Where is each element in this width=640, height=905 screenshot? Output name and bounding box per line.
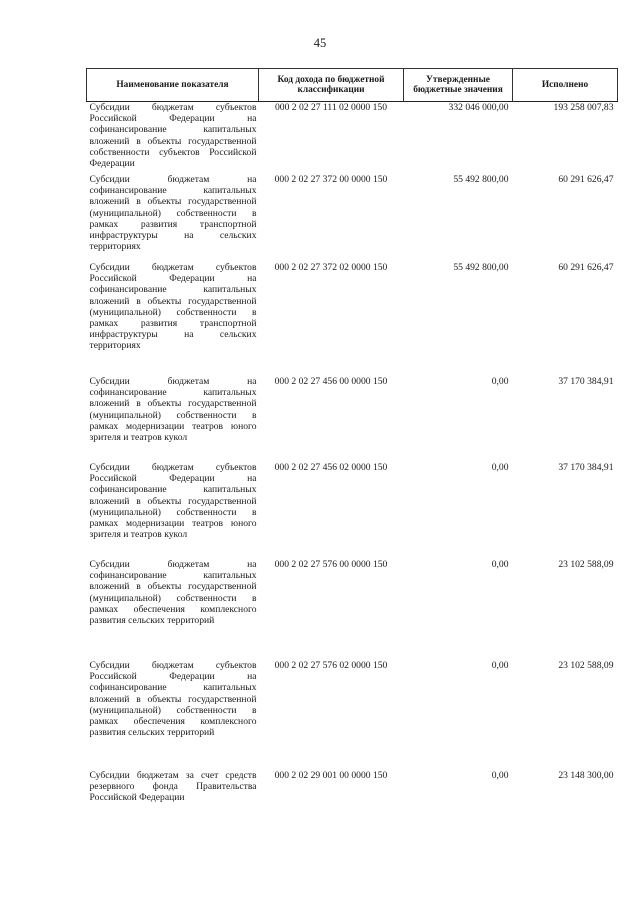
row-name: Субсидии бюджетам субъектов Российской Федерации на софинансирование капитальных вложений в объекты государственной (муниципальной) собственности в рамках развития транспортной инфраструктуры на сельских территориях — [89, 262, 257, 352]
table-row — [87, 770, 618, 826]
header-revenue-code: Код дохода по бюджетной классификации — [259, 69, 404, 102]
table-row — [87, 660, 618, 770]
row-approved: 55 492 800,00 — [453, 262, 509, 273]
table-row — [87, 102, 618, 175]
header-executed: Исполнено — [513, 69, 618, 102]
row-executed: 23 102 588,09 — [558, 660, 614, 671]
row-approved: 0,00 — [491, 770, 509, 781]
row-name: Субсидии бюджетам на софинансирование капитальных вложений в объекты государственной (муниципальной) собственности в рамках обеспечения комплексного развития сельских территорий — [89, 559, 257, 627]
row-name: Субсидии бюджетам субъектов Российской Федерации на софинансирование капитальных вложений в объекты государственной собственности субъектов Российской Федерации — [89, 102, 257, 170]
row-code: 000 2 02 27 111 02 0000 150 — [274, 102, 387, 113]
table-row — [87, 376, 618, 462]
row-approved: 0,00 — [491, 376, 509, 387]
row-approved: 0,00 — [491, 660, 509, 671]
row-executed: 23 102 588,09 — [558, 559, 614, 570]
budget-revenue-table — [86, 68, 618, 826]
page-number: 45 — [313, 36, 327, 50]
row-code: 000 2 02 29 001 00 0000 150 — [274, 770, 388, 781]
header-indicator-name: Наименование показателя — [87, 69, 259, 102]
row-name: Субсидии бюджетам на софинансирование капитальных вложений в объекты государственной (муниципальной) собственности в рамках развития транспортной инфраструктуры на сельских территориях — [89, 174, 257, 253]
row-approved: 55 492 800,00 — [453, 174, 509, 185]
row-executed: 193 258 007,83 — [553, 102, 614, 113]
row-name: Субсидии бюджетам субъектов Российской Федерации на софинансирование капитальных вложений в объекты государственной (муниципальной) собственности в рамках модернизации театров юного зрителя и театров кукол — [89, 462, 257, 541]
row-executed: 37 170 384,91 — [558, 462, 614, 473]
table-header-row — [87, 69, 618, 102]
row-name: Субсидии бюджетам на софинансирование капитальных вложений в объекты государственной (муниципальной) собственности в рамках модернизации театров юного зрителя и театров кукол — [89, 376, 257, 444]
table-row — [87, 559, 618, 660]
row-executed: 23 148 300,00 — [558, 770, 614, 781]
row-name: Субсидии бюджетам за счет средств резервного фонда Правительства Российской Федерации — [89, 770, 257, 804]
row-name: Субсидии бюджетам субъектов Российской Федерации на софинансирование капитальных вложений в объекты государственной (муниципальной) собственности в рамках обеспечения комплексного развития сельских территорий — [89, 660, 257, 739]
row-executed: 60 291 626,47 — [558, 262, 614, 273]
row-code: 000 2 02 27 456 00 0000 150 — [274, 376, 388, 387]
row-approved: 332 046 000,00 — [448, 102, 509, 113]
row-code: 000 2 02 27 372 02 0000 150 — [274, 262, 388, 273]
table-row — [87, 174, 618, 262]
row-executed: 37 170 384,91 — [558, 376, 614, 387]
row-approved: 0,00 — [491, 559, 509, 570]
row-code: 000 2 02 27 456 02 0000 150 — [274, 462, 388, 473]
header-approved-values: Утвержденные бюджетные значения — [404, 69, 513, 102]
row-approved: 0,00 — [491, 462, 509, 473]
table-row — [87, 262, 618, 376]
row-code: 000 2 02 27 372 00 0000 150 — [274, 174, 388, 185]
row-code: 000 2 02 27 576 00 0000 150 — [274, 559, 388, 570]
row-code: 000 2 02 27 576 02 0000 150 — [274, 660, 388, 671]
table-row — [87, 462, 618, 559]
row-executed: 60 291 626,47 — [558, 174, 614, 185]
